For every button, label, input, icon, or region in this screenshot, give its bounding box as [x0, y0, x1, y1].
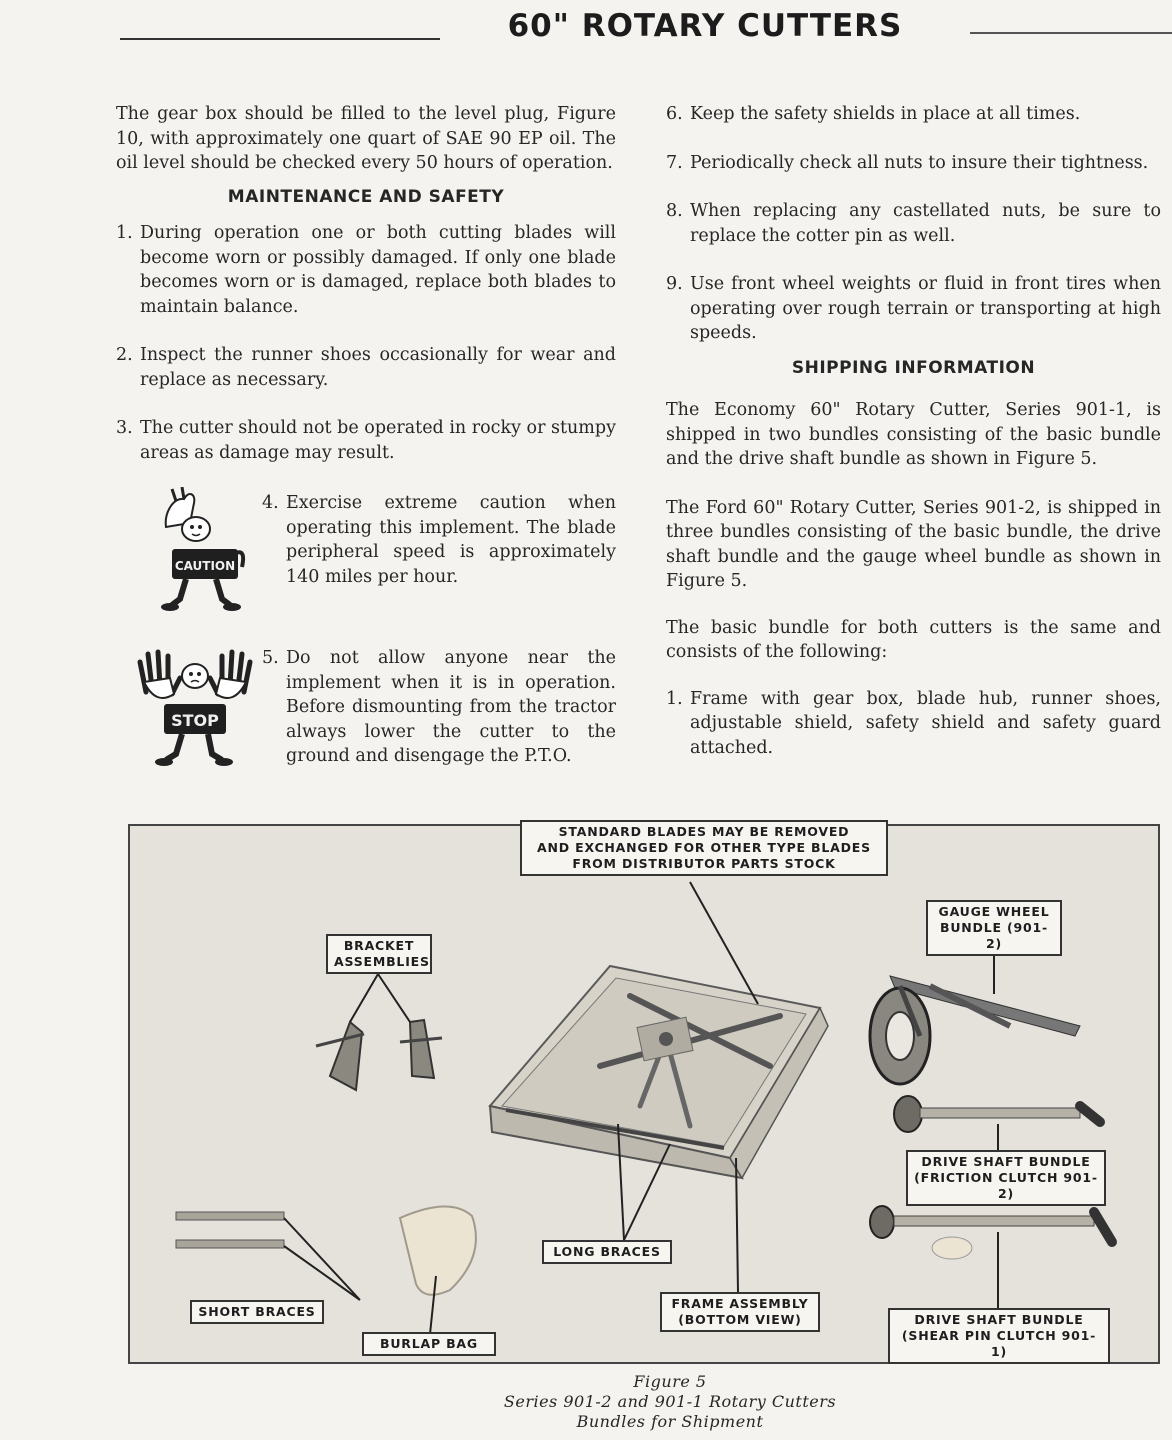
label-line: (BOTTOM VIEW)	[678, 1312, 802, 1327]
bracket-assemblies-label	[326, 934, 432, 974]
item-text: Keep the safety shields in place at all times.	[690, 104, 1081, 124]
label-line: FRAME ASSEMBLY	[671, 1296, 809, 1311]
ford-paragraph: The Ford 60" Rotary Cutter, Series 901-2, is shipped in three bundles consisting of the basic bundle, the drive shaft bundle and the gauge wheel bundle as shown in Figure 5.	[666, 497, 1161, 591]
item-number: 1.	[666, 688, 683, 709]
basic-bundle-paragraph: The basic bundle for both cutters is the same and consists of the following:	[666, 617, 1161, 662]
label-line: ASSEMBLIES	[334, 954, 430, 969]
label-line: GAUGE WHEEL	[938, 904, 1050, 919]
caution-sign-text: CAUTION	[174, 559, 236, 573]
item-number: 1.	[116, 223, 133, 243]
short-braces-drawing	[176, 1212, 284, 1248]
burlap-bag-drawing	[400, 1206, 476, 1294]
item-number: 4.	[262, 493, 279, 513]
item-text: Exercise extreme caution when operating this implement. The blade peripheral speed is approximately 140 miles per hour.	[286, 493, 616, 587]
gauge-wheel-drawing	[870, 976, 1080, 1084]
item-number: 2.	[116, 345, 133, 365]
header-rule-right	[970, 32, 1172, 34]
list-item	[666, 199, 1161, 248]
label-line: DRIVE SHAFT BUNDLE	[914, 1312, 1084, 1327]
item-number: 8.	[666, 201, 683, 221]
label-line: STANDARD BLADES MAY BE REMOVED	[558, 824, 850, 839]
caption-line: Figure 5	[633, 1372, 707, 1391]
list-item	[116, 221, 616, 319]
item-text: Frame with gear box, blade hub, runner shoes, adjustable shield, safety shield and safety guard attached.	[690, 688, 1161, 758]
friction-clutch-label	[906, 1150, 1106, 1206]
header-rule-left	[120, 38, 440, 40]
figure-caption	[430, 1372, 910, 1432]
right-column	[666, 102, 1161, 760]
shear-pin-drive-shaft-drawing	[870, 1206, 1112, 1259]
stop-block	[116, 642, 616, 769]
bracket-assemblies-drawing	[316, 1020, 442, 1090]
figure-5-photo	[128, 824, 1160, 1364]
label-line: (FRICTION CLUTCH 901-2)	[914, 1170, 1098, 1201]
item-text: The cutter should not be operated in rocky or stumpy areas as damage may result.	[140, 418, 616, 463]
burlap-bag-label: BURLAP BAG	[362, 1332, 496, 1356]
item-text: Use front wheel weights or fluid in front tires when operating over rough terrain or transporting at high speeds.	[690, 274, 1161, 343]
page-header	[120, 8, 1160, 50]
label-line: BRACKET	[343, 938, 415, 953]
item-number: 9.	[666, 274, 683, 294]
list-item	[262, 491, 616, 589]
standard-blades-label	[520, 820, 888, 876]
label-line: (SHEAR PIN CLUTCH 901-1)	[901, 1328, 1097, 1359]
shear-pin-clutch-label	[888, 1308, 1110, 1364]
item-number: 7.	[666, 152, 683, 173]
stop-sign-text: STOP	[171, 711, 219, 730]
item-text: During operation one or both cutting blades will become worn or possibly damaged. If only one blade becomes worn or is damaged, replace both blades to maintain balance.	[140, 223, 616, 317]
list-item	[666, 102, 1161, 127]
frame-assembly-label	[660, 1292, 820, 1332]
list-item	[666, 272, 1161, 346]
gauge-wheel-label	[926, 900, 1062, 956]
list-item	[666, 687, 1161, 761]
long-braces-label: LONG BRACES	[542, 1240, 672, 1264]
gearbox-paragraph: The gear box should be filled to the level plug, Figure 10, with approximately one quart of SAE 90 EP oil. The oil level should be checked every 50 hours of operation.	[116, 104, 616, 173]
frame-assembly-drawing	[490, 966, 828, 1178]
left-column	[116, 102, 616, 769]
caption-line: Series 901-2 and 901-1 Rotary Cutters	[503, 1392, 837, 1411]
item-text: When replacing any castellated nuts, be sure to replace the cotter pin as well.	[690, 201, 1161, 246]
caution-mascot-icon	[136, 487, 254, 612]
caution-block	[116, 487, 616, 612]
list-item	[116, 416, 616, 465]
label-line: AND EXCHANGED FOR OTHER TYPE BLADES	[537, 840, 871, 855]
item-text: Inspect the runner shoes occasionally for wear and replace as necessary.	[140, 345, 616, 390]
short-braces-label: SHORT BRACES	[190, 1300, 324, 1324]
list-item	[666, 151, 1161, 176]
stop-mascot-icon	[136, 642, 254, 767]
label-line: DRIVE SHAFT BUNDLE	[921, 1154, 1091, 1169]
item-text: Periodically check all nuts to insure their tightness.	[690, 152, 1149, 173]
item-number: 3.	[116, 418, 133, 438]
caption-line: Bundles for Shipment	[576, 1412, 764, 1431]
page-title: 60" ROTARY CUTTERS	[507, 8, 903, 44]
item-number: 5.	[262, 648, 279, 668]
list-item	[116, 343, 616, 392]
economy-paragraph: The Economy 60" Rotary Cutter, Series 901-1, is shipped in two bundles consisting of the basic bundle and the drive shaft bundle as shown in Figure 5.	[666, 400, 1161, 469]
item-text: Do not allow anyone near the implement when it is in operation. Before dismounting from the tractor always lower the cutter to the ground and disengage the P.T.O.	[286, 648, 616, 766]
label-line: FROM DISTRIBUTOR PARTS STOCK	[572, 856, 836, 871]
item-number: 6.	[666, 104, 683, 124]
label-line: BUNDLE (901-2)	[940, 920, 1048, 951]
list-item	[262, 646, 616, 769]
shipping-heading: SHIPPING INFORMATION	[791, 357, 1036, 378]
maintenance-heading: MAINTENANCE AND SAFETY	[227, 186, 505, 207]
